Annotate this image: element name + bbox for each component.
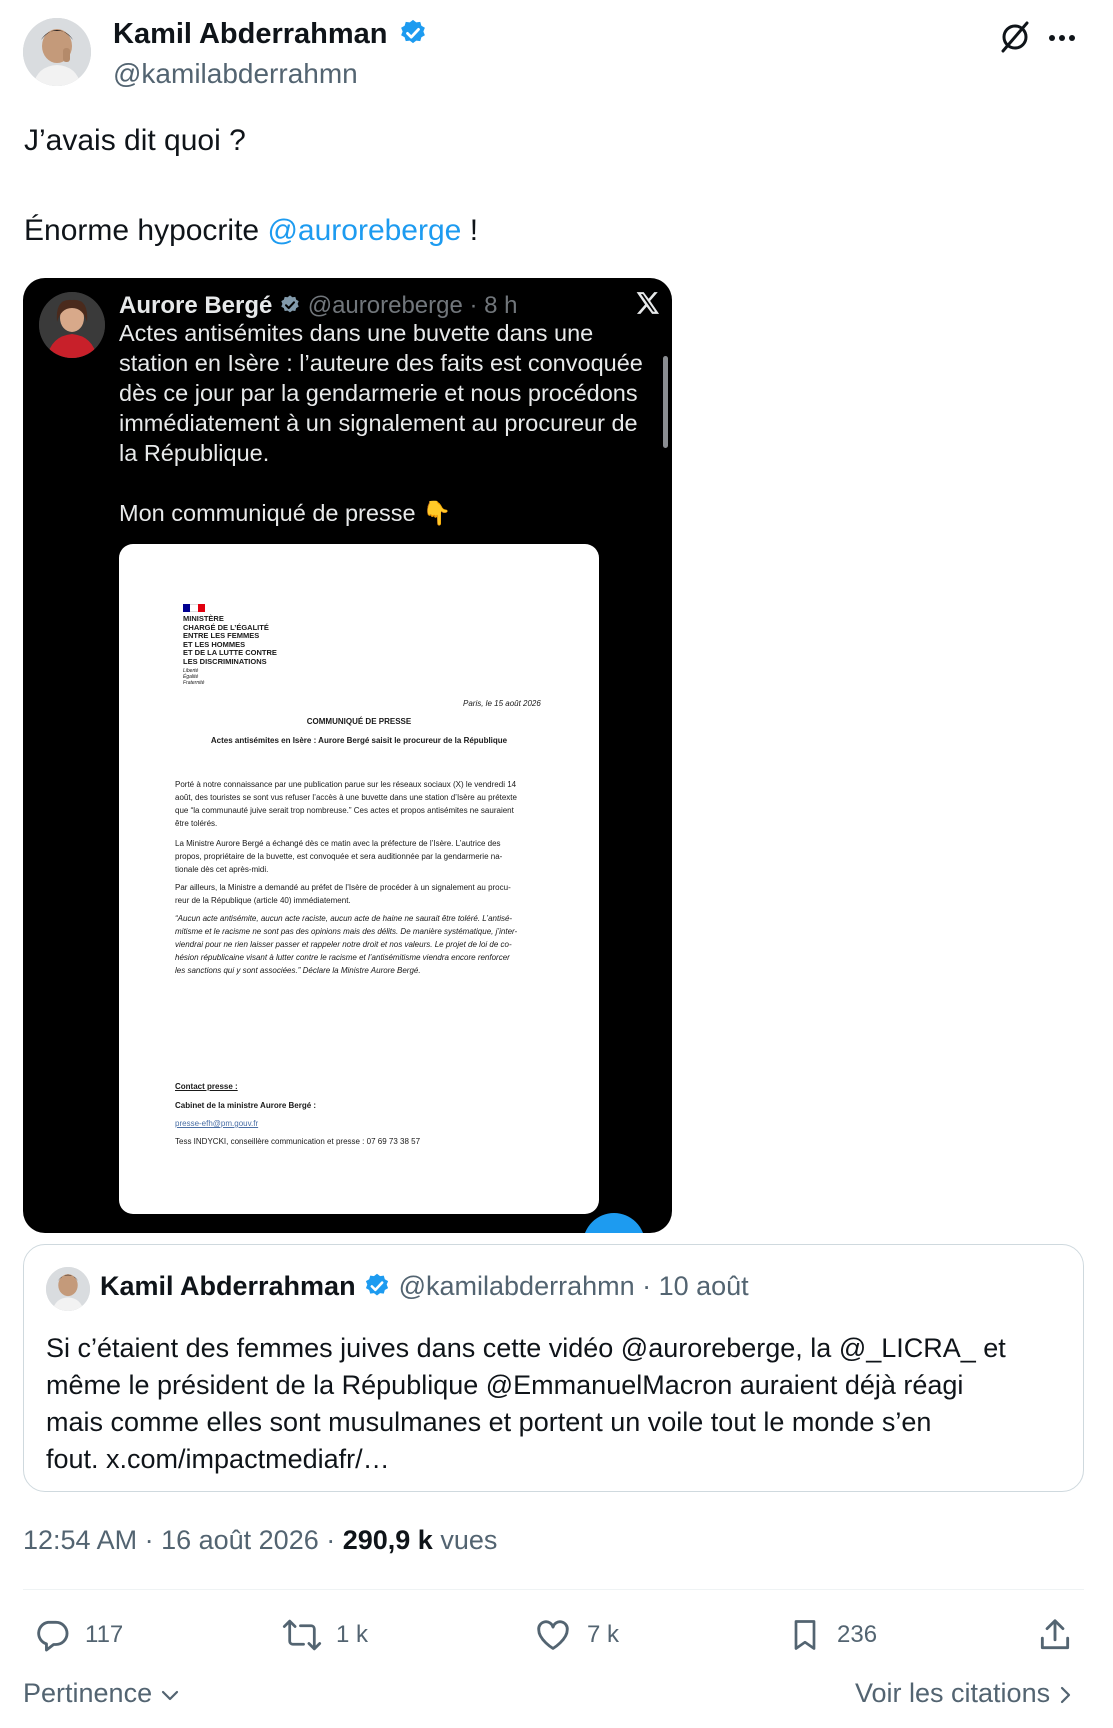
share-icon	[1036, 1615, 1074, 1655]
quote-text-line: mais comme elles sont musulmanes et portent un voile tout le monde s’en	[46, 1407, 932, 1437]
verified-badge-icon	[398, 18, 428, 48]
verified-badge-icon	[363, 1272, 391, 1300]
grok-icon[interactable]	[998, 20, 1032, 54]
chevron-right-icon	[1058, 1685, 1072, 1705]
divider	[23, 1589, 1084, 1590]
mention-link[interactable]: @auroreberge	[267, 214, 462, 247]
quote-text-line: même le président de la République @EmmanuelMacron auraient déjà réagi	[46, 1370, 964, 1400]
author-avatar[interactable]	[23, 18, 91, 86]
inner-author: Aurore Bergé @auroreberge · 8 h	[119, 292, 518, 319]
doc-contact-office: Cabinet de la ministre Aurore Bergé :	[175, 1101, 317, 1110]
inner-verified-icon	[279, 294, 301, 316]
reply-button[interactable]: 117	[33, 1615, 123, 1655]
doc-paragraph: Par ailleurs, la Ministre a demandé au préfet de l’Isère de procéder à un signalement au procu- reur de la République (article 40) immédiatement.	[175, 883, 511, 905]
ministry-name: MINISTÈRE CHARGÉ DE L’ÉGALITÉ ENTRE LES FEMMES ET LES HOMMES ET DE LA LUTTE CONTRE LES DISCRIMINATIONS	[183, 614, 277, 666]
quote-header: Kamil Abderrahman @kamilabderrahmn · 10 août	[100, 1271, 749, 1301]
bookmark-icon	[787, 1615, 823, 1655]
author-name[interactable]: Kamil Abderrahman	[113, 18, 428, 51]
share-button[interactable]	[1036, 1615, 1088, 1655]
x-logo-icon	[635, 290, 661, 316]
doc-paragraph: Porté à notre connaissance par une publication parue sur les réseaux sociaux (X) le vendredi 14 août, des touristes se sont vus refuser l’accès à une buvette dans une station d’Isère au prétexte que “la communauté juive serait trop nombreuse.” Ces actes et propos antisémites ne sauraient être tolérés.	[175, 780, 517, 828]
quote-text-line: Si c’étaient des femmes juives dans cette vidéo @auroreberge, la @_LICRA_ et	[46, 1333, 1006, 1363]
sort-dropdown[interactable]: Pertinence	[23, 1678, 180, 1709]
tweet-meta: 12:54 AM · 16 août 2026 · 290,9 k vues	[23, 1525, 498, 1555]
tweet-media-image[interactable]	[23, 278, 672, 1233]
repost-icon	[282, 1616, 322, 1654]
repost-button[interactable]: 1 k	[282, 1615, 368, 1655]
reply-icon	[33, 1616, 71, 1654]
inner-text-line: la République.	[119, 440, 270, 466]
quoted-tweet[interactable]	[23, 1244, 1084, 1492]
press-release-document	[119, 544, 599, 1214]
french-flag-icon	[183, 604, 205, 612]
author-handle[interactable]: @kamilabderrahmn	[113, 58, 358, 89]
quote-text-line: fout. x.com/impactmediafr/…	[46, 1444, 390, 1474]
doc-heading: COMMUNIQUÉ DE PRESSE	[306, 717, 412, 726]
like-icon	[533, 1616, 573, 1654]
view-count: 290,9 k	[342, 1525, 433, 1555]
more-icon[interactable]	[1047, 28, 1077, 48]
doc-quote-paragraph: “Aucun acte antisémite, aucun acte raciste, aucun acte de haine ne saurait être toléré. L’antisé- mitisme et le racisme ne sont pas des opinions mais des délits. De manière systématique, j’inter- viendrai pour ne rien laisser passer et rappeler notre droit et nos valeurs. Le projet de loi de co- hésion républicaine visant à lutter contre le racisme et l’antisémitisme viendra encore renforcer les sanctions qui y sont associées.” Déclare la Ministre Aurore Bergé.	[175, 914, 518, 975]
floating-button	[583, 1213, 645, 1233]
scrollbar[interactable]	[663, 356, 668, 448]
doc-contact-person: Tess INDYCKI, conseillère communication et presse : 07 69 73 38 57	[175, 1137, 421, 1146]
tweet-text-line: J’avais dit quoi ?	[24, 124, 246, 157]
inner-text-line: immédiatement à un signalement au procureur de	[119, 410, 638, 436]
inner-text-line: Actes antisémites dans une buvette dans une	[119, 320, 594, 346]
chevron-down-icon	[160, 1688, 180, 1702]
like-button[interactable]: 7 k	[533, 1615, 619, 1655]
bookmark-button[interactable]: 236	[787, 1615, 877, 1655]
inner-text-line: dès ce jour par la gendarmerie et nous procédons	[119, 380, 638, 406]
tweet-text-line: Énorme hypocrite @auroreberge !	[24, 214, 479, 247]
quote-avatar	[46, 1267, 90, 1311]
doc-paragraph: La Ministre Aurore Bergé a échangé dès ce matin avec la préfecture de l’Isère. L’autrice des propos, propriétaire de la buvette, est convoquée et sera auditionnée par la gendarmerie na- tionale dès cet après-midi.	[175, 839, 503, 874]
doc-date: Paris, le 15 août 2026	[463, 699, 541, 708]
inner-text-line: station en Isère : l’auteure des faits est convoquée	[119, 350, 643, 376]
view-quotes-link[interactable]: Voir les citations	[855, 1678, 1072, 1709]
inner-text-line: Mon communiqué de presse 👇	[119, 500, 452, 526]
doc-subheading: Actes antisémites en Isère : Aurore Bergé saisit le procureur de la République	[210, 736, 508, 745]
timestamp[interactable]: 12:54 AM · 16 août 2026 ·	[23, 1525, 343, 1555]
motto: Liberté Égalité Fraternité	[183, 668, 205, 686]
doc-contact-email: presse-efh@pm.gouv.fr	[175, 1119, 259, 1128]
doc-contact-title: Contact presse :	[175, 1082, 238, 1091]
inner-avatar	[39, 292, 105, 358]
